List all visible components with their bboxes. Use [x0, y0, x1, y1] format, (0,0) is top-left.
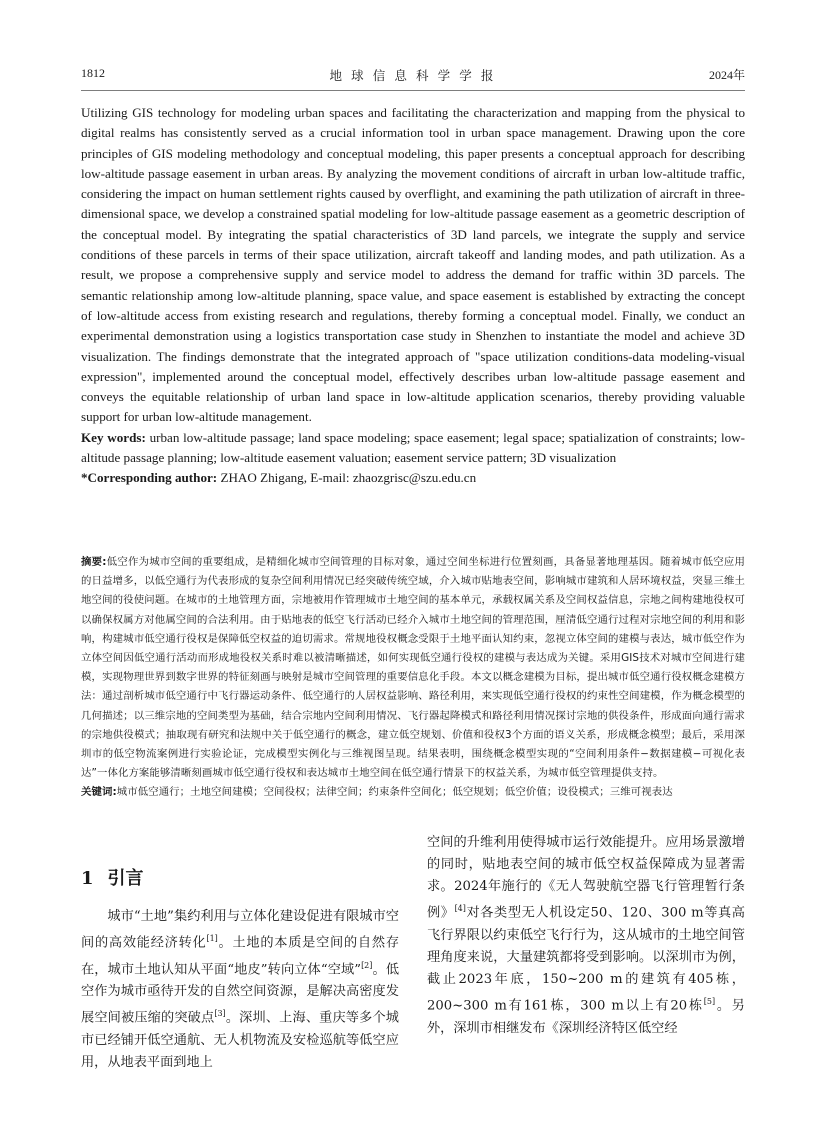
citation-ref[interactable]: [4] [454, 904, 466, 914]
header-rule [81, 90, 745, 91]
citation-ref[interactable]: [2] [361, 960, 373, 970]
corresponding-author-label: *Corresponding author: [81, 470, 218, 486]
publication-year: 2024年 [708, 68, 745, 82]
intro-text-6: 对各类型无人机设定50、120、300 m等真高飞行界限以约束低空飞行行为，这从城市的土地空间管理角度来说，大量建筑都将受到影响。以深圳市为例，截止2023年底，150~200 m的建筑有405栋，200~300 m有161栋，300 m以上有20栋 [427, 905, 745, 1014]
intro-text-1: 城市“土地”集约利用与立体化建设促进有限城市空间的高效能经济转化 [81, 909, 399, 951]
right-column [427, 832, 745, 1040]
section-number: 1 [81, 868, 94, 889]
intro-paragraph-right [427, 832, 745, 1040]
intro-text-2: 。土地的本质是空间的自然存在，城市土地认知从平面“地皮”转向立体“空域” [81, 935, 400, 977]
chinese-keywords [81, 783, 745, 802]
intro-text-7: 。另外，深圳市相继发布《深圳经济特区低空经 [427, 998, 745, 1036]
intro-text-5: 空间的升维利用使得城市运行效能提升。应用场景激增的同时，贴地表空间的城市低空权益保障成为显著需求。2024年施行的《无人驾驶航空器飞行管理暂行条例》 [427, 835, 745, 921]
intro-text-3: 。低空作为城市亟待开发的自然空间资源，是解决高密度发展空间被压缩的突破点 [81, 961, 400, 1026]
chinese-abstract-text: 低空作为城市空间的重要组成，是精细化城市空间管理的目标对象，通过空间坐标进行位置刻画，具备显著地理基因。随着城市低空应用的日益增多，以低空通行为代表形成的复杂空间利用情况已经突破传统空域，介入城市贴地表空间，影响城市建筑和人居环境权益，突显三维土地空间的役使问题。在城市的土地管理方面，宗地被用作管理城市土地空间的基本单元，承载权属关系及空间权益信息，宗地之间构建地役权可以确保权属方对他属空间的合法利用。由于贴地表的低空飞行活动已经介入城市土地空间的管理范围，厘清低空通行过程对宗地空间的利用和影响，构建城市低空通行役权是保障低空权益的迫切需求。常规地役权概念受限于土地平面认知约束，忽视立体空间的建模与表达，城市低空作为立体空间因低空通行活动而形成地役权关系时难以被清晰描述，如何实现低空通行役权的建模与表达成为关键。采用GIS技术对城市空间进行建模，实现物理世界到数字世界的特征刻画与映射是城市空间管理的重要信息化手段。本文以概念建模为目标，提出城市低空通行役权概念建模方法：通过剖析城市低空通行中飞行器运动条件、低空通行的人居权益影响、路径利用，来实现低空通行役权的约束性空间建模，作为概念模型的几何描述；以三维宗地的空间类型为基础，结合宗地内空间利用情况、飞行器起降模式和路径利用情况探讨宗地的供役条件，形成面向通行需求的宗地供役模式；抽取现有研究和法规中关于低空通行的概念，建立低空规划、价值和役权3个方面的语义关系，形成概念模型；最后，采用深圳市的低空物流案例进行实验论证，完成模型实例化与三维视图呈现。结果表明，围绕概念模型实现的“空间利用条件−数据建模−可视化表达”一体化方案能够清晰刻画城市低空通行役权和表达城市土地空间在低空通行情景下的权益关系，为城市低空管理提供支持。 [81, 556, 745, 780]
left-column [81, 864, 399, 1074]
corresponding-author [81, 468, 745, 488]
english-keywords-label: Key words: [81, 429, 146, 445]
journal-name: 地 球 信 息 科 学 学 报 [329, 69, 497, 83]
chinese-abstract [81, 553, 745, 803]
chinese-keywords-label: 关键词: [81, 786, 117, 799]
english-keywords-text: urban low-altitude passage; land space modeling; space easement; legal space; spatialization of constraints; low-altitude passage planning; low-altitude easement valuation; easement service pattern; 3D visualization [81, 429, 746, 466]
english-keywords [81, 428, 745, 469]
chinese-keywords-text: 城市低空通行；土地空间建模；空间役权；法律空间；约束条件空间化；低空规划；低空价值；设役模式；三维可视表达 [116, 786, 673, 799]
english-abstract-body: Utilizing GIS technology for modeling urban spaces and facilitating the characterization and mapping from the physical to digital realms has consistently served as a crucial information tool in urban space management. Drawing upon the core principles of GIS modeling methodology and conceptual modeling, this paper presents a conceptual approach for describing low-altitude passage easement in urban areas. By analyzing the movement conditions of aircraft in urban low-altitude traffic, considering the impact on human settlement rights caused by overflight, and examining the path utilization of aircraft in three-dimensional space, we develop a constrained spatial modeling for low-altitude passage easement as a geometric description of the conceptual model. By integrating the spatial characteristics of 3D land parcels, we integrate the supply and service conditions of these parcels in terms of their space utilization, aircraft takeoff and landing modes, and path utilization. As a result, we propose a comprehensive supply and service model to address the demand for traffic within 3D parcels. The semantic relationship among low-altitude planning, space value, and space easement is established by extracting the concept of low-altitude access from existing research and regulations, thereby forming a conceptual model. Finally, we conduct an experimental demonstration using a logistics transportation case study in Shenzhen to instantiate the model and achieve 3D visualization. The findings demonstrate that the integrated approach of "space utilization conditions-data modeling-visual expression", implemented around the conceptual model, effectively describes urban low-altitude passage easement and conveys the equitable relationship of urban land space in low-altitude application scenarios, thereby providing valuable support for urban low-altitude management. [81, 105, 745, 425]
intro-text-4: 。深圳、上海、重庆等多个城市已经铺开低空通航、无人机物流及安检巡航等低空应用，从地表平面到地上 [81, 1010, 399, 1070]
chinese-abstract-body [81, 553, 745, 783]
english-abstract [81, 103, 745, 489]
chinese-abstract-label: 摘要: [81, 556, 107, 568]
section-title: 引言 [107, 868, 144, 889]
intro-paragraph-left [81, 906, 399, 1074]
corresponding-author-text: ZHAO Zhigang, E-mail: zhaozgrisc@szu.edu.cn [220, 470, 477, 486]
citation-ref[interactable]: [1] [206, 934, 218, 944]
page-number: 1812 [81, 66, 105, 80]
running-header [81, 66, 745, 84]
citation-ref[interactable]: [3] [214, 1009, 226, 1019]
citation-ref[interactable]: [5] [703, 997, 716, 1007]
section-heading [81, 864, 399, 894]
